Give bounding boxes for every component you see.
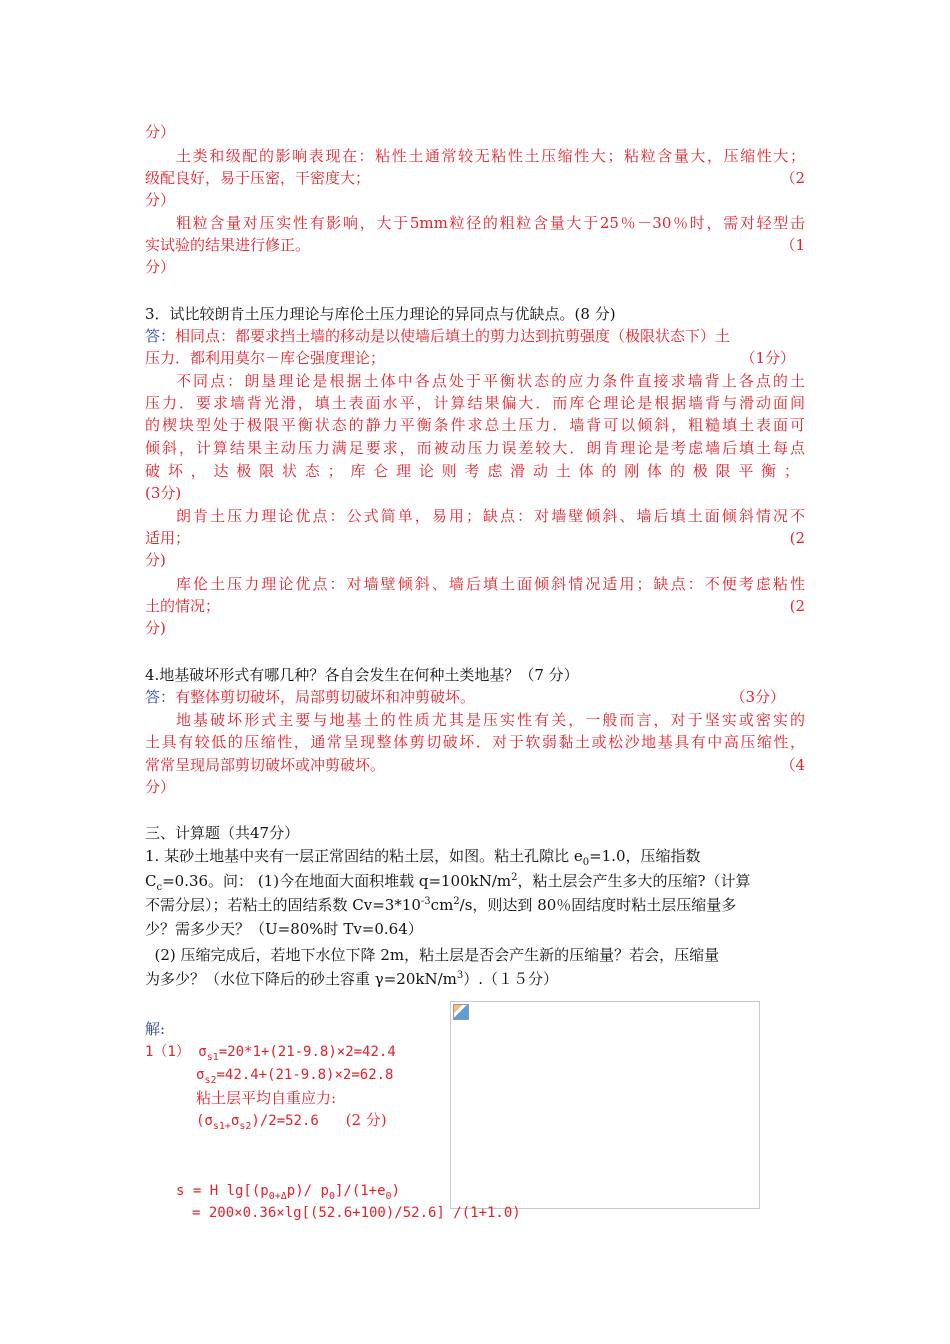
q3-a4-text: 土的情况；: [145, 597, 221, 615]
q4-a2-text: 常常呈现局部剪切破坏或冲剪破坏。: [145, 756, 386, 774]
q2-para1-score: （2: [780, 169, 805, 187]
q4-a2-line3: [145, 754, 805, 776]
q3-a3-line3: 分): [145, 551, 166, 569]
q3-a2-line5: 破坏，达极限状态；库仑理论则考虑滑动土体的刚体的极限平衡；: [145, 462, 805, 480]
q2-para1-text: 级配良好，易于压密，干密度大；: [145, 169, 371, 187]
calc-q1-line2: $C_c=0.36$。问： (1)今在地面大面积堆载 $q=100kN/m^2$，粘土层会产生多大的压缩?（计算: [145, 872, 751, 893]
q4-answer-line1: [145, 686, 805, 708]
solution-step1: 1（1） $\sigma_{s1}=20*1+(21-9.8)\times 2=42.4$: [145, 1044, 396, 1063]
q2-para2-line3: 分）: [145, 258, 176, 276]
q2-para1-line3: 分）: [145, 191, 176, 209]
q4-a2-score: （4: [780, 756, 805, 774]
q3-a4-line3: 分): [145, 619, 166, 637]
calc-q1-line1: 1. 某砂土地基中夹有一层正常固结的粘土层，如图。粘土孔隙比 $e_0=1.0$，压缩指数: [145, 847, 701, 868]
solution-avg-label: 粘土层平均自重应力:: [196, 1089, 337, 1107]
q2-score-tail: 分）: [145, 123, 176, 141]
q2-para2-score: （1: [780, 236, 805, 254]
q3-a2-line1: 不同点：朗垦理论是根据土体中各点处于平衡状态的应力条件直接求墙背上各点的土: [176, 372, 805, 390]
q4-a2-line2: 土具有较低的压缩性，通常呈现整体剪切破坏．对于软弱黏土或松沙地基具有中高压缩性，: [145, 733, 805, 751]
section-heading: 三、计算题（共47分）: [145, 824, 300, 842]
q2-para2-line1: 粗粒含量对压实性有影响，大于5mm粒径的粗粒含量大于25％－30％时，需对轻型击: [176, 214, 805, 232]
solution-formula1: s = H $\lg[(p_{0+\Delta}p)/$ $p_0]/(1+e_0)$: [176, 1183, 401, 1202]
q3-a2-line3: 的楔块型处于极限平衡状态的静力平衡条件求总土压力．墙背可以倾斜，粗糙填土表面可: [145, 416, 805, 434]
q2-para1-line2: [145, 167, 805, 189]
q4-a1-text: 有整体剪切破坏，局部剪切破坏和冲剪破坏。: [175, 688, 476, 706]
q3-a1-text: 相同点：都要求挡土墙的移动是以使墙后填土的剪力达到抗剪强度（极限状态下）土: [175, 327, 731, 345]
q3-a1-score: （1分）: [740, 349, 795, 367]
q3-a1-text2: 压力．都利用莫尔－库仑强度理论；: [145, 349, 386, 367]
q3-a2-score: (3分): [145, 484, 182, 502]
q3-a4-line2: [145, 595, 805, 617]
q3-question: 3．试比较朗肯土压力理论与库伦土压力理论的异同点与优缺点。(8 分): [145, 305, 616, 323]
q3-a4-line1: 库伦土压力理论优点：对墙壁倾斜、墙后填土面倾斜情况适用；缺点：不便考虑粘性: [176, 575, 805, 593]
calc-q1-line3: 不需分层）；若粘土的固结系数 $Cv=3*10^{-3}cm^2/s$，则达到 80％固结度时粘土层压缩量多: [145, 896, 737, 914]
q4-a1-score: （3分）: [730, 688, 785, 706]
calc-q1-line6: 为多少？（水位下降后的砂土容重 $\gamma=20kN/m^3).(15$分）: [145, 970, 559, 988]
q2-para2-text: 实试验的结果进行修正。: [145, 236, 311, 254]
q3-a3-text: 适用；: [145, 529, 191, 547]
q4-a2-line4: 分）: [145, 778, 176, 796]
q3-a4-score: (2: [789, 597, 805, 615]
calc-q1-line4: 少？需多少天？（U=80%时 Tv=0.64）: [145, 920, 423, 938]
q3-answer-line1: [145, 325, 805, 347]
calc-q1-line5: (2) 压缩完成后，若地下水位下降 2m，粘土层是否会产生新的压缩量？若会，压缩量: [145, 946, 720, 964]
q3-a3-line2: [145, 527, 805, 549]
q3-a2-line2: 压力．要求墙背光滑，填土表面水平，计算结果偏大．而库仑理论是根据墙背与滑动面间: [145, 394, 805, 412]
q3-a3-line1: 朗肯土压力理论优点：公式简单，易用；缺点：对墙壁倾斜、墙后填土面倾斜情况不: [176, 507, 805, 525]
q2-para1-line1: 土类和级配的影响表现在：粘性土通常较无粘性土压缩性大；粘粒含量大，压缩性大；: [176, 147, 805, 165]
q3-a2-line4: 倾斜，计算结果主动压力满足要求，而被动压力误差较大．朗肯理论是考虑墙后填土每点: [145, 439, 805, 457]
q2-para2-line2: [145, 234, 805, 256]
solution-label: 解:: [145, 1020, 166, 1038]
solution-avg-formula: $(\sigma_{s1+}\sigma_{s2})/2=52.6$ (2 分): [196, 1111, 387, 1132]
q4-a2-line1: 地基破坏形式主要与地基土的性质尤其是压实性有关，一般而言，对于坚实或密实的: [176, 711, 805, 729]
solution-step2: $\sigma_{s2}=42.4+(21-9.8)\times 2=62.8$: [196, 1067, 394, 1086]
solution-avg-score: (2 分): [345, 1111, 387, 1129]
q3-a3-score: (2: [789, 529, 805, 547]
q4-question: 4.地基破坏形式有哪几种？各自会发生在何种土类地基？（7 分）: [145, 666, 579, 684]
answer-label: 答：: [145, 327, 176, 345]
answer-label: 答：: [145, 688, 176, 706]
solution-formula2: = 200×0.36×lg[(52.6+100)/52.6] /(1+1.0): [192, 1205, 521, 1221]
q3-answer-line2: [145, 347, 805, 369]
